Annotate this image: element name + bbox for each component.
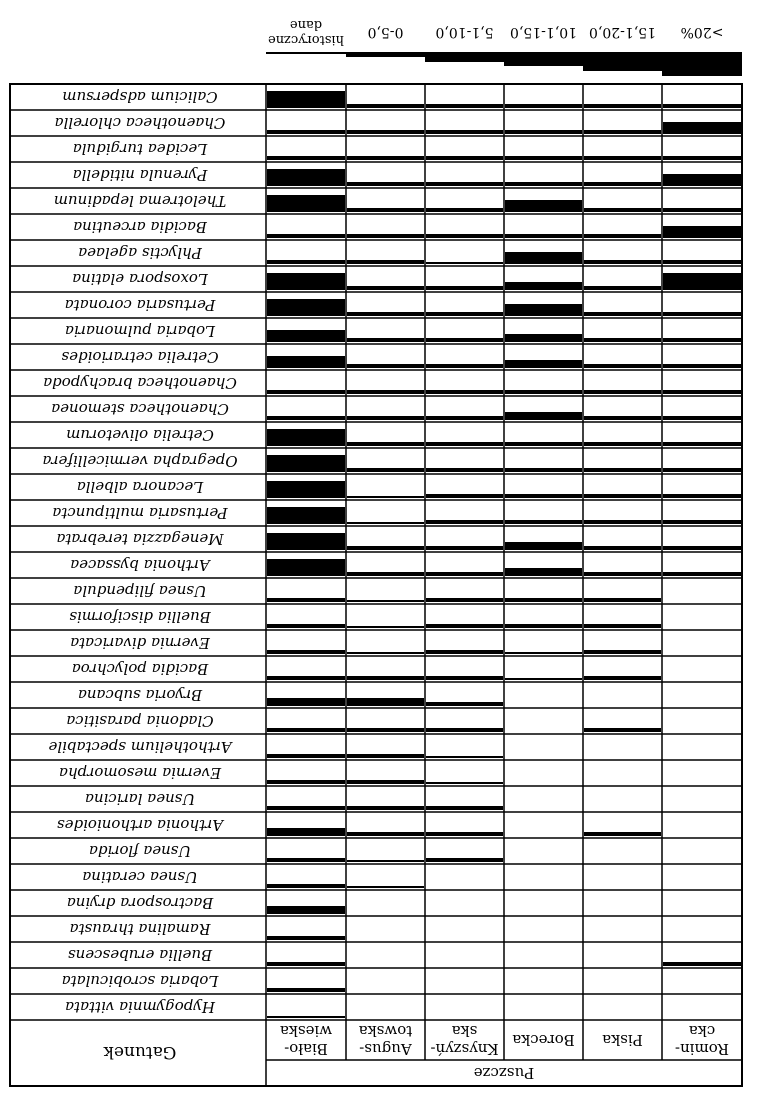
abundance-bar xyxy=(505,598,582,602)
abundance-bar xyxy=(267,858,345,862)
column-header-rominska xyxy=(675,1022,729,1058)
abundance-bar xyxy=(267,533,345,550)
abundance-bar xyxy=(505,390,582,394)
species-label: Phlyctis agelaea xyxy=(78,244,202,262)
abundance-bar xyxy=(505,652,582,654)
abundance-bar xyxy=(267,906,345,914)
species-label: Buellia erubescens xyxy=(67,946,213,964)
species-label: Pertusaria multipuncta xyxy=(52,504,228,522)
abundance-bar xyxy=(663,390,741,394)
abundance-bar xyxy=(267,988,345,992)
abundance-bar xyxy=(347,806,424,810)
abundance-bar xyxy=(267,780,345,784)
svg-text:wieska: wieska xyxy=(279,1022,333,1040)
abundance-bar xyxy=(584,598,661,602)
abundance-bar xyxy=(267,91,345,108)
legend-label-3: 10,1-15,0 xyxy=(509,24,578,40)
abundance-bar xyxy=(426,832,503,836)
abundance-bar xyxy=(505,334,582,342)
svg-text:Knyszyń-: Knyszyń- xyxy=(430,1040,499,1058)
abundance-bar xyxy=(663,208,741,212)
svg-text:ska: ska xyxy=(451,1022,478,1040)
abundance-bar xyxy=(426,756,503,758)
abundance-bar xyxy=(347,496,424,498)
abundance-bar xyxy=(505,252,582,264)
abundance-bar xyxy=(584,416,661,420)
abundance-bar xyxy=(267,598,345,602)
abundance-bar xyxy=(267,698,345,706)
abundance-bar xyxy=(347,754,424,758)
legend-label-4: 15,1-20,0 xyxy=(588,24,657,40)
species-label: Thelotrema lepadinum xyxy=(53,192,227,210)
abundance-bar xyxy=(347,286,424,290)
species-label: Cladonia parasitica xyxy=(66,712,214,730)
abundance-bar xyxy=(347,364,424,368)
abundance-bar xyxy=(267,195,345,212)
abundance-bar xyxy=(584,104,661,108)
abundance-bar xyxy=(584,260,661,264)
abundance-bar xyxy=(267,828,345,836)
abundance-bar xyxy=(267,650,345,654)
column-header-piska xyxy=(602,1031,643,1049)
abundance-bar xyxy=(347,234,424,238)
abundance-bar xyxy=(505,156,582,160)
column-header-augustowska xyxy=(359,1022,413,1058)
svg-text:Piska: Piska xyxy=(602,1031,643,1049)
abundance-bar xyxy=(505,200,582,212)
species-label: Hypogymnia vittata xyxy=(65,998,215,1016)
abundance-bar xyxy=(663,572,741,576)
abundance-bar xyxy=(426,520,503,524)
abundance-bar xyxy=(347,338,424,342)
legend-bar-0 xyxy=(266,52,346,54)
abundance-bar xyxy=(663,546,741,550)
abundance-bar xyxy=(505,442,582,446)
abundance-bar xyxy=(267,936,345,940)
legend-bar-3 xyxy=(504,52,583,66)
legend-bar-2 xyxy=(425,52,504,62)
abundance-bar xyxy=(426,104,503,108)
abundance-bar xyxy=(584,234,661,238)
species-label: Lobaria pulmonaria xyxy=(64,322,216,340)
abundance-bar xyxy=(347,860,424,862)
abundance-bar xyxy=(267,676,345,680)
abundance-bar xyxy=(426,572,503,576)
abundance-bar xyxy=(426,416,503,420)
abundance-bar xyxy=(347,182,424,186)
abundance-bar xyxy=(426,262,503,264)
abundance-bar xyxy=(505,568,582,576)
legend-label-0 xyxy=(268,17,344,47)
abundance-bar xyxy=(426,468,503,472)
species-label: Bacidia polychroa xyxy=(71,660,209,678)
species-label: Lecanora albella xyxy=(76,478,204,496)
abundance-bar xyxy=(584,182,661,186)
species-label: Usnea ceratina xyxy=(82,868,198,886)
abundance-bar xyxy=(505,520,582,524)
species-label: Arthonia byssacea xyxy=(70,556,210,574)
column-header-bialowieska xyxy=(280,1022,332,1058)
abundance-bar xyxy=(663,494,741,498)
species-label: Loxospora elatina xyxy=(72,270,208,288)
abundance-bar xyxy=(426,728,503,732)
abundance-bar xyxy=(426,598,503,602)
abundance-bar xyxy=(584,390,661,394)
abundance-bar xyxy=(426,182,503,186)
abundance-bar xyxy=(505,282,582,290)
abundance-bar xyxy=(267,156,345,160)
abundance-bar xyxy=(347,546,424,550)
abundance-bar xyxy=(663,122,741,134)
abundance-bar xyxy=(426,364,503,368)
abundance-bar xyxy=(584,728,661,732)
svg-text:Augus-: Augus- xyxy=(359,1040,412,1058)
abundance-bar xyxy=(267,130,345,134)
abundance-bar xyxy=(663,312,741,316)
abundance-bar xyxy=(663,520,741,524)
abundance-bar xyxy=(663,442,741,446)
abundance-bar xyxy=(347,728,424,732)
abundance-bar xyxy=(663,273,741,290)
abundance-bar xyxy=(267,754,345,758)
abundance-bar xyxy=(663,364,741,368)
abundance-bar xyxy=(505,624,582,628)
abundance-bar xyxy=(426,650,503,654)
abundance-bar xyxy=(663,416,741,420)
abundance-bar xyxy=(663,962,741,966)
species-label: Bryoria subcana xyxy=(77,686,203,704)
abundance-bar xyxy=(426,782,503,784)
abundance-bar xyxy=(267,728,345,732)
abundance-bar xyxy=(267,455,345,472)
abundance-bar xyxy=(426,156,503,160)
abundance-bar xyxy=(267,234,345,238)
abundance-bar xyxy=(347,626,424,628)
legend-bar-4 xyxy=(583,52,662,71)
abundance-bar xyxy=(505,468,582,472)
abundance-bar xyxy=(267,169,345,186)
abundance-bar xyxy=(426,208,503,212)
species-label: Bactrospora dryina xyxy=(66,894,214,912)
abundance-bar xyxy=(584,156,661,160)
species-label: Cetrelia cetrarioides xyxy=(61,348,219,366)
abundance-bar xyxy=(584,676,661,680)
abundance-bar xyxy=(267,559,345,576)
abundance-bar xyxy=(267,806,345,810)
abundance-bar xyxy=(347,104,424,108)
abundance-bar xyxy=(267,299,345,316)
abundance-bar xyxy=(347,416,424,420)
abundance-bar xyxy=(505,104,582,108)
abundance-bar xyxy=(267,356,345,368)
abundance-bar xyxy=(584,338,661,342)
abundance-bar xyxy=(584,442,661,446)
abundance-bar xyxy=(505,494,582,498)
legend-label-1: 0-5,0 xyxy=(367,24,404,40)
abundance-bar xyxy=(584,494,661,498)
species-label: Lecidea turgidula xyxy=(72,140,208,158)
abundance-bar xyxy=(663,174,741,186)
abundance-bar xyxy=(347,156,424,160)
abundance-bar xyxy=(663,260,741,264)
species-column-header: Gatunek xyxy=(103,1042,177,1062)
species-label: Cetrelia olivetorum xyxy=(66,426,214,444)
species-label: Chaenotheca chlorella xyxy=(54,114,226,132)
abundance-bar xyxy=(584,208,661,212)
abundance-bar xyxy=(267,260,345,264)
abundance-bar xyxy=(267,624,345,628)
svg-text:dane: dane xyxy=(289,17,323,32)
abundance-bar xyxy=(584,130,661,134)
group-header: Puszcze xyxy=(473,1064,535,1082)
abundance-bar xyxy=(584,286,661,290)
abundance-bar xyxy=(505,360,582,368)
abundance-bar xyxy=(426,442,503,446)
abundance-bar xyxy=(267,429,345,446)
svg-text:towska: towska xyxy=(358,1022,413,1040)
abundance-bar xyxy=(267,962,345,966)
species-label: Calicium adspersum xyxy=(62,88,218,106)
abundance-bar xyxy=(584,312,661,316)
abundance-bar xyxy=(347,130,424,134)
species-label: Pertusaria coronata xyxy=(64,296,216,314)
abundance-bar xyxy=(426,338,503,342)
abundance-bar xyxy=(426,624,503,628)
species-label: Arthonia arthonioides xyxy=(56,816,224,834)
abundance-bar xyxy=(347,390,424,394)
species-label: Usnea florida xyxy=(88,842,192,860)
abundance-bar xyxy=(347,522,424,524)
abundance-bar xyxy=(663,468,741,472)
species-label: Chaenotheca brachypoda xyxy=(43,374,237,392)
abundance-bar xyxy=(584,520,661,524)
abundance-bar xyxy=(347,572,424,576)
abundance-bar xyxy=(505,412,582,420)
legend-bar-5 xyxy=(662,52,742,76)
species-label: Evernia divaricata xyxy=(70,634,210,652)
abundance-bar xyxy=(426,390,503,394)
abundance-bar xyxy=(505,234,582,238)
abundance-bar xyxy=(505,304,582,316)
species-label: Menegazzia terebrata xyxy=(56,530,224,548)
abundance-bar xyxy=(267,330,345,342)
species-label: Lobaria scrobiculata xyxy=(61,972,219,990)
abundance-bar xyxy=(584,468,661,472)
abundance-bar xyxy=(426,676,503,680)
svg-text:cka: cka xyxy=(688,1022,716,1040)
abundance-bar xyxy=(267,481,345,498)
abundance-bar xyxy=(347,260,424,264)
abundance-bar xyxy=(584,650,661,654)
species-label: Opegrapha vermicellifera xyxy=(42,452,238,470)
abundance-bar xyxy=(584,832,661,836)
abundance-bar xyxy=(584,624,661,628)
abundance-bar xyxy=(347,676,424,680)
column-headers xyxy=(103,1022,729,1082)
legend-label-2: 5,1-10,0 xyxy=(435,24,494,40)
column-header-borecka xyxy=(512,1031,575,1049)
abundance-bar xyxy=(663,226,741,238)
abundance-bar xyxy=(426,858,503,862)
abundance-bar xyxy=(663,338,741,342)
abundance-bar xyxy=(347,652,424,654)
column-header-knyszynska xyxy=(430,1022,498,1058)
species-label: Usnea laricina xyxy=(84,790,196,808)
species-label: Buellia disciformis xyxy=(69,608,211,626)
abundance-bar xyxy=(426,130,503,134)
abundance-bar xyxy=(267,390,345,394)
abundance-bar xyxy=(267,416,345,420)
svg-text:Romin-: Romin- xyxy=(674,1040,730,1058)
abundance-bar xyxy=(663,104,741,108)
species-label: Chaenotheca stemonea xyxy=(51,400,229,418)
species-label: Ramalina thrausta xyxy=(69,920,211,938)
abundance-bar xyxy=(347,208,424,212)
abundance-bar xyxy=(347,780,424,784)
species-label: Pyrenula nitidella xyxy=(72,166,208,184)
abundance-bar xyxy=(267,507,345,524)
svg-text:historyczne: historyczne xyxy=(267,32,345,47)
abundance-bar xyxy=(426,234,503,238)
abundance-bar xyxy=(584,546,661,550)
abundance-bar xyxy=(426,312,503,316)
svg-text:Borecka: Borecka xyxy=(512,1031,575,1049)
species-label: Evernia mesomorpha xyxy=(58,764,222,782)
svg-text:Biało-: Biało- xyxy=(284,1040,328,1058)
abundance-bar xyxy=(347,600,424,602)
legend xyxy=(266,17,742,76)
abundance-bar xyxy=(505,542,582,550)
abundance-bar xyxy=(584,572,661,576)
legend-bar-1 xyxy=(346,52,425,57)
abundance-bar xyxy=(347,886,424,888)
abundance-bar xyxy=(267,884,345,888)
species-label: Arthothelium spectabile xyxy=(48,738,232,756)
species-label: Usnea filipendula xyxy=(73,582,207,600)
legend-label-5: >20% xyxy=(680,24,724,40)
abundance-bar xyxy=(347,468,424,472)
abundance-bar xyxy=(426,702,503,706)
abundance-bar xyxy=(584,364,661,368)
abundance-bar xyxy=(505,678,582,680)
abundance-bar xyxy=(347,312,424,316)
abundance-bar xyxy=(663,156,741,160)
abundance-bar xyxy=(267,1016,345,1018)
abundance-bar xyxy=(426,494,503,498)
abundance-bar xyxy=(347,442,424,446)
abundance-bar xyxy=(505,130,582,134)
abundance-bar xyxy=(267,273,345,290)
abundance-bar xyxy=(426,286,503,290)
abundance-bar xyxy=(347,832,424,836)
abundance-bar xyxy=(426,806,503,810)
species-label: Bacidia arceutina xyxy=(73,218,207,236)
abundance-bar xyxy=(505,182,582,186)
abundance-bar xyxy=(347,698,424,706)
abundance-bar xyxy=(426,546,503,550)
